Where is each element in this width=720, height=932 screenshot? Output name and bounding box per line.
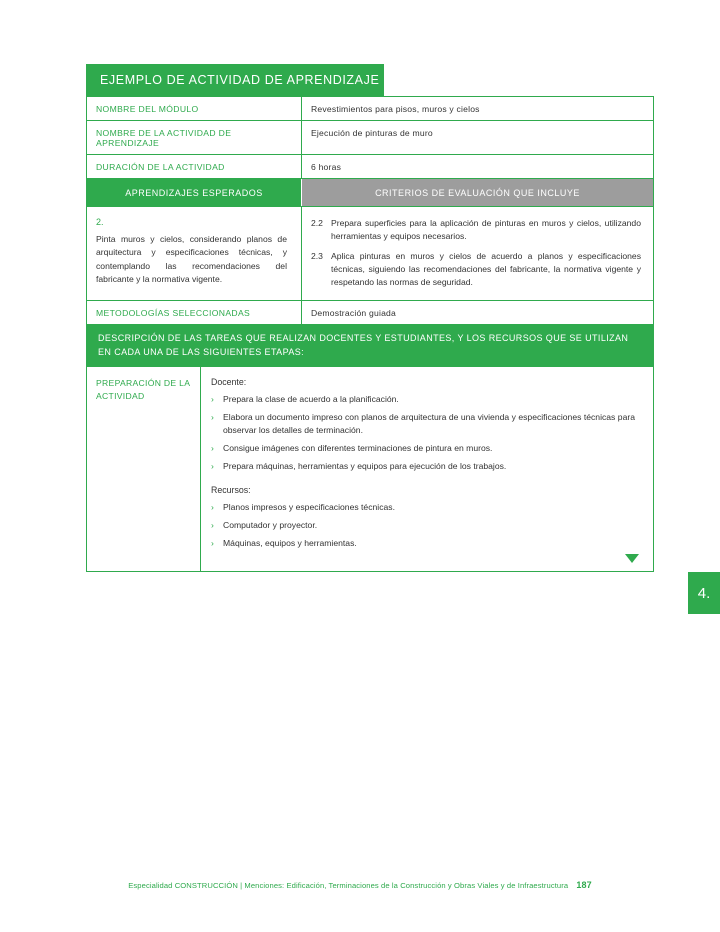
list-item-text: Prepara la clase de acuerdo a la planificación. (223, 394, 399, 405)
criterion-item (311, 217, 641, 243)
label-duration: DURACIÓN DE LA ACTIVIDAD (87, 155, 302, 178)
list-item (211, 411, 639, 437)
list-item-text: Máquinas, equipos y herramientas. (223, 537, 357, 548)
value-module: Revestimientos para pisos, muros y cielos (311, 104, 480, 114)
criteria-cell (302, 207, 653, 300)
table-row-methodology (87, 301, 653, 324)
list-item-text: Prepara máquinas, herramientas y equipos para ejecución de los trabajos. (223, 461, 507, 472)
learning-outcome-cell (87, 207, 302, 300)
activity-info-table (86, 96, 654, 325)
header-learning-outcomes: APRENDIZAJES ESPERADOS (87, 179, 302, 206)
criterion-item (311, 250, 641, 289)
list-item (211, 519, 639, 532)
learning-outcome-number: 2. (96, 217, 104, 227)
page-footer (0, 880, 720, 890)
criterion-text: Prepara superficies para la aplicación de pinturas en muros y cielos, utilizando herramientas y equipos necesarios. (331, 218, 641, 241)
section-title-tab: EJEMPLO DE ACTIVIDAD DE APRENDIZAJE (86, 64, 384, 96)
chevron-right-icon: › (211, 412, 214, 423)
stage-content (201, 367, 653, 570)
stage-label: PREPARACIÓN DE LA ACTIVIDAD (87, 367, 201, 570)
chapter-side-tab: 4. (688, 572, 720, 614)
value-activity-name: Ejecución de pinturas de muro (311, 128, 433, 138)
chevron-right-icon: › (211, 537, 214, 548)
criterion-number: 2.2 (311, 218, 323, 228)
footer-text: Especialidad CONSTRUCCIÓN | Menciones: Edificación, Terminaciones de la Construcción y Obras Viales y de Infraestructura (128, 881, 569, 890)
triangle-down-icon (625, 554, 639, 563)
label-activity-name: NOMBRE DE LA ACTIVIDAD DE APRENDIZAJE (87, 121, 302, 154)
criterion-number: 2.3 (311, 250, 323, 261)
value-methodology: Demostración guiada (311, 308, 397, 319)
stage-block (86, 367, 654, 571)
label-methodology: METODOLOGÍAS SELECCIONADAS (87, 301, 302, 324)
description-band: DESCRIPCIÓN DE LAS TAREAS QUE REALIZAN DOCENTES Y ESTUDIANTES, Y LOS RECURSOS QUE SE UTILIZAN EN CADA UNA DE LAS SIGUIENTES ETAPAS: (86, 324, 654, 367)
page-number: 187 (576, 880, 592, 890)
chevron-right-icon: › (211, 501, 214, 512)
chevron-right-icon: › (211, 443, 214, 454)
list-item (211, 393, 639, 406)
label-module: NOMBRE DEL MÓDULO (87, 97, 302, 120)
list-item-text: Elabora un documento impreso con planos de arquitectura de una vivienda y especificaciones técnicas para observar los detalles de terminación. (223, 412, 635, 436)
value-duration: 6 horas (311, 162, 342, 172)
table-row-duration (87, 155, 653, 179)
list-item-text: Computador y proyector. (223, 519, 318, 530)
teacher-subtitle: Docente: (211, 377, 247, 388)
list-item-text: Consigue imágenes con diferentes terminaciones de pintura en muros. (223, 443, 493, 454)
learning-outcome-text: Pinta muros y cielos, considerando planos de arquitectura y especificaciones técnicas, y contemplando las recomendaciones del fabricante y la normativa vigente. (96, 234, 287, 284)
chevron-right-icon: › (211, 461, 214, 472)
criterion-text: Aplica pinturas en muros y cielos de acuerdo a planos y especificaciones técnicas, siguiendo las recomendaciones del fabricante, la normativa vigente y respetando las normas de seguridad. (331, 250, 641, 287)
chevron-right-icon: › (211, 519, 214, 530)
table-row-module (87, 97, 653, 121)
list-item (211, 501, 639, 514)
table-row-activity-name (87, 121, 653, 155)
resources-subtitle: Recursos: (211, 484, 251, 495)
chevron-right-icon: › (211, 394, 214, 405)
list-item (211, 442, 639, 455)
list-item (211, 537, 639, 550)
table-row-outcomes (87, 207, 653, 301)
header-evaluation-criteria: CRITERIOS DE EVALUACIÓN QUE INCLUYE (302, 179, 653, 206)
list-item (211, 460, 639, 473)
list-item-text: Planos impresos y especificaciones técnicas. (223, 501, 395, 512)
table-header-band (87, 179, 653, 207)
